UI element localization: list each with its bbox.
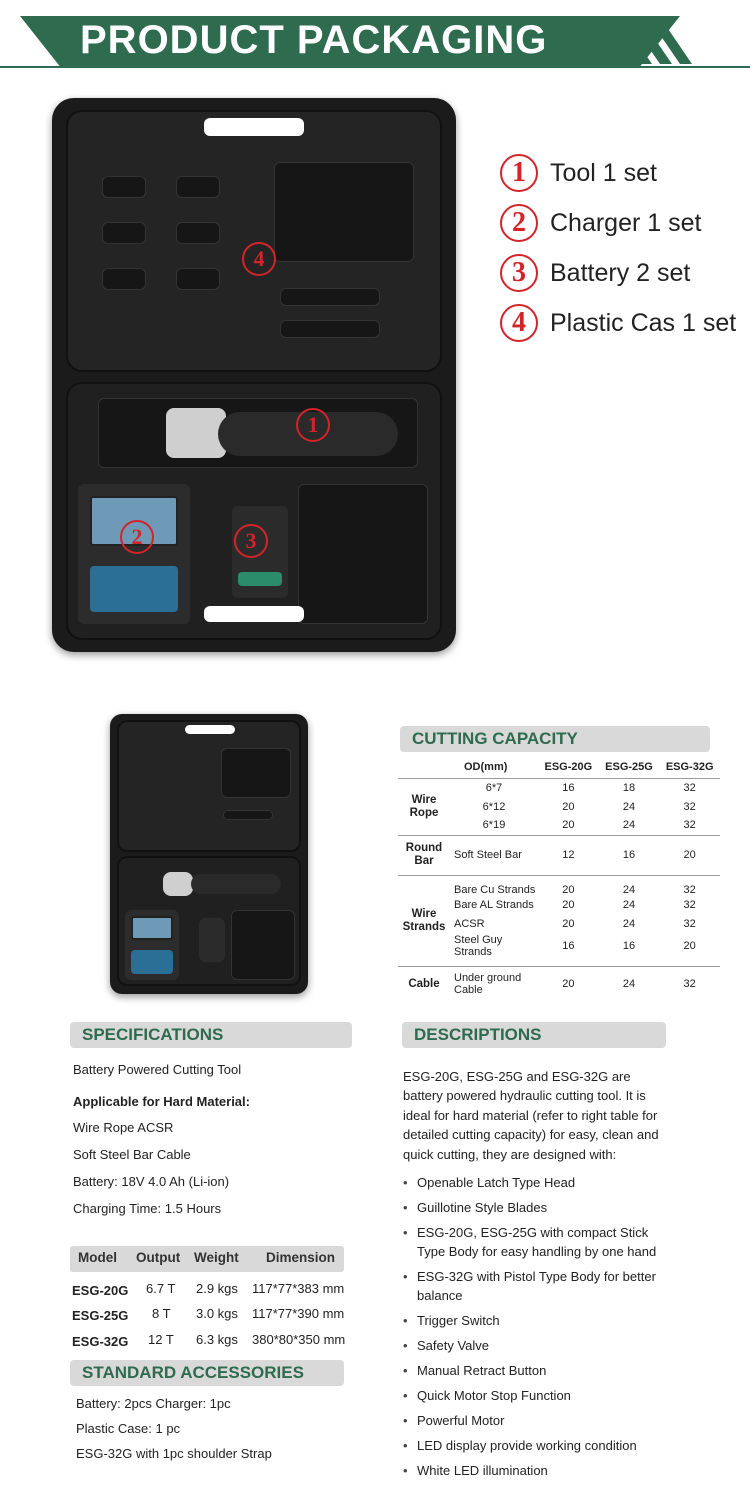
list-item: • Safety Valve — [403, 1336, 489, 1355]
package-item — [500, 248, 736, 298]
case-lid — [66, 110, 442, 372]
package-item — [500, 148, 736, 198]
package-item-number: 4 — [500, 304, 538, 342]
spec-product: Battery Powered Cutting Tool — [73, 1062, 242, 1077]
cell-model: ESG-25G — [72, 1308, 129, 1323]
cell-esg32g: 32 — [683, 819, 696, 832]
case-photo-small — [110, 714, 308, 994]
table-row — [70, 1281, 360, 1305]
accessory-tray — [231, 910, 295, 980]
charger-front-panel — [131, 950, 173, 974]
banner-underline — [0, 66, 750, 68]
cell-esg32g: 20 — [659, 835, 720, 875]
accessories-line-2: Plastic Case: 1 pc — [76, 1421, 181, 1436]
cell-esg25g: 24 — [622, 918, 636, 930]
header-banner — [0, 10, 750, 70]
charger — [78, 484, 190, 624]
list-item: • LED display provide working condition — [403, 1436, 637, 1455]
cell-od: Under ground Cable — [450, 966, 538, 1002]
lid-slot — [176, 222, 220, 244]
cell-esg20g: 20 — [538, 966, 599, 1002]
cell-esg20g: 20 — [562, 800, 575, 813]
cell-esg25g: 24 — [622, 899, 636, 911]
lid-slot — [176, 176, 220, 198]
cell-esg32g: 32 — [683, 800, 696, 813]
dimension-header: Dimension — [266, 1250, 336, 1265]
accessories-line-1: Battery: 2pcs Charger: 1pc — [76, 1396, 231, 1411]
cell-esg32g: 32 — [659, 875, 720, 896]
cutting-capacity-header: CUTTING CAPACITY — [400, 726, 710, 752]
group-label-wire-strands: Wire Strands — [398, 875, 450, 966]
descriptions-header: DESCRIPTIONS — [402, 1022, 666, 1048]
cell-esg20g: 20 — [562, 819, 575, 832]
table-header-od: OD(mm) — [464, 760, 508, 773]
charger-display — [131, 916, 173, 940]
list-item: • ESG-20G, ESG-25G with compact Stick Type Body for easy handling by one hand — [403, 1223, 663, 1261]
table-header-esg32g: ESG-32G — [665, 760, 714, 773]
table-row — [70, 1306, 360, 1330]
list-item: • Powerful Motor — [403, 1411, 504, 1430]
case-base — [117, 856, 301, 986]
tool-cutting-head — [163, 872, 193, 896]
cell-esg25g: 16 — [622, 939, 636, 952]
lid-panel — [274, 162, 414, 262]
spec-materials-1: Wire Rope ACSR — [73, 1120, 174, 1135]
photo-marker-3: 3 — [234, 524, 268, 558]
spec-materials-2: Soft Steel Bar Cable — [73, 1147, 191, 1162]
lid-slot — [176, 268, 220, 290]
cell-esg25g: 24 — [622, 800, 636, 813]
page-title: PRODUCT PACKAGING — [80, 18, 548, 62]
standard-accessories-header: STANDARD ACCESSORIES — [70, 1360, 344, 1386]
table-header-esg20g: ESG-20G — [544, 760, 593, 773]
cell-esg25g: 24 — [622, 819, 636, 832]
cell-od: 6*12 — [482, 800, 506, 813]
cell-weight: 6.3 kgs — [196, 1332, 238, 1347]
cell-esg25g: 16 — [599, 835, 660, 875]
case-handle-top — [204, 118, 304, 136]
battery — [199, 918, 225, 962]
cell-dimension: 117*77*383 mm — [252, 1281, 345, 1296]
cell-esg32g: 32 — [683, 918, 696, 930]
case-handle-bottom — [204, 606, 304, 622]
cell-esg32g: 20 — [683, 939, 696, 952]
cell-esg20g: 20 — [562, 918, 575, 930]
package-item-text: Plastic Cas 1 set — [550, 308, 737, 337]
spec-hard-material-label: Applicable for Hard Material: — [73, 1094, 250, 1109]
cell-esg32g: 32 — [659, 778, 720, 797]
battery-accent — [238, 572, 282, 586]
photo-marker-2: 2 — [120, 520, 154, 554]
accessories-line-3: ESG-32G with 1pc shoulder Strap — [76, 1446, 272, 1461]
cell-output: 8 T — [152, 1306, 171, 1321]
list-item: • White LED illumination — [403, 1461, 548, 1480]
cell-dimension: 380*80*350 mm — [252, 1332, 346, 1347]
table-row — [398, 966, 720, 1002]
table-row — [70, 1332, 360, 1356]
package-item — [500, 298, 736, 348]
package-item-text: Battery 2 set — [550, 258, 691, 287]
package-item-text: Charger 1 set — [550, 208, 702, 237]
cell-esg20g: 12 — [538, 835, 599, 875]
package-item-number: 3 — [500, 254, 538, 292]
model-table-header — [70, 1246, 344, 1272]
group-label-wire-rope: Wire Rope — [398, 778, 450, 835]
package-item-text: Tool 1 set — [550, 158, 658, 187]
lid-slot — [102, 268, 146, 290]
cell-output: 12 T — [148, 1332, 174, 1347]
list-item: • Manual Retract Button — [403, 1361, 546, 1380]
photo-marker-4: 4 — [242, 242, 276, 276]
package-item-number: 1 — [500, 154, 538, 192]
lid-clip — [280, 320, 380, 338]
photo-marker-1: 1 — [296, 408, 330, 442]
descriptions-paragraph: ESG-20G, ESG-25G and ESG-32G are battery powered hydraulic cutting tool. It is ideal for hard material (refer to right table for detailed cutting capacity) for easy, clean and quick cutting, they are designed with: — [403, 1069, 659, 1162]
lid-slot — [102, 222, 146, 244]
cell-weight: 3.0 kgs — [196, 1306, 238, 1321]
group-label-round-bar: Round Bar — [398, 835, 450, 875]
tool-cutting-head — [166, 408, 226, 458]
spec-charging: Charging Time: 1.5 Hours — [73, 1201, 222, 1216]
list-item: • Quick Motor Stop Function — [403, 1386, 571, 1405]
lid-clip — [223, 810, 273, 820]
cell-output: 6.7 T — [146, 1281, 176, 1296]
list-item: • Openable Latch Type Head — [403, 1173, 575, 1192]
cell-od: 6*19 — [482, 819, 506, 832]
table-header-row — [398, 756, 720, 778]
cell-esg32g: 32 — [683, 899, 696, 911]
table-header-esg25g: ESG-25G — [605, 760, 653, 773]
package-item — [500, 198, 736, 248]
cell-esg32g: 32 — [659, 966, 720, 1002]
case-base — [66, 382, 442, 640]
table-header-empty — [398, 756, 450, 778]
cell-esg20g: 20 — [562, 899, 575, 911]
cell-esg20g: 16 — [538, 778, 599, 797]
lid-clip — [280, 288, 380, 306]
case-photo-large — [52, 98, 456, 652]
specifications-header: SPECIFICATIONS — [70, 1022, 352, 1048]
lid-panel — [221, 748, 291, 798]
cell-od: Bare Cu Strands — [450, 875, 538, 896]
charger-front-panel — [90, 566, 178, 612]
cell-esg25g: 24 — [599, 875, 660, 896]
cell-model: ESG-20G — [72, 1283, 129, 1298]
banner-stripes-decoration — [560, 20, 700, 64]
cell-esg20g: 16 — [562, 939, 575, 952]
cell-dimension: 117*77*390 mm — [252, 1306, 345, 1321]
cell-weight: 2.9 kgs — [196, 1281, 238, 1296]
list-item: • ESG-32G with Pistol Type Body for better balance — [403, 1267, 663, 1305]
spec-battery: Battery: 18V 4.0 Ah (Li-ion) — [73, 1174, 230, 1189]
cell-od: Bare AL Strands — [454, 899, 534, 911]
cell-esg20g: 20 — [538, 875, 599, 896]
weight-header: Weight — [194, 1250, 239, 1265]
model-header: Model — [78, 1250, 117, 1265]
table-row — [398, 875, 720, 896]
cell-od: ACSR — [454, 918, 485, 930]
lid-slot — [102, 176, 146, 198]
table-row — [398, 835, 720, 875]
package-item-number: 2 — [500, 204, 538, 242]
cell-model: ESG-32G — [72, 1334, 129, 1349]
cell-esg25g: 24 — [599, 966, 660, 1002]
cell-od: 6*7 — [450, 778, 538, 797]
case-lid — [117, 720, 301, 852]
cell-esg25g: 18 — [599, 778, 660, 797]
package-contents-list — [500, 148, 736, 348]
list-item: • Guillotine Style Blades — [403, 1198, 547, 1217]
tool-body — [191, 874, 281, 894]
group-label-cable: Cable — [398, 966, 450, 1002]
output-header: Output — [136, 1250, 181, 1265]
cell-od: Soft Steel Bar — [450, 835, 538, 875]
case-handle-top — [185, 725, 235, 734]
list-item: • Trigger Switch — [403, 1311, 500, 1330]
cutting-capacity-table — [398, 756, 720, 1002]
table-row — [398, 778, 720, 797]
charger — [125, 910, 179, 980]
accessory-tray — [298, 484, 428, 624]
cell-od: Steel Guy Strands — [454, 933, 503, 958]
